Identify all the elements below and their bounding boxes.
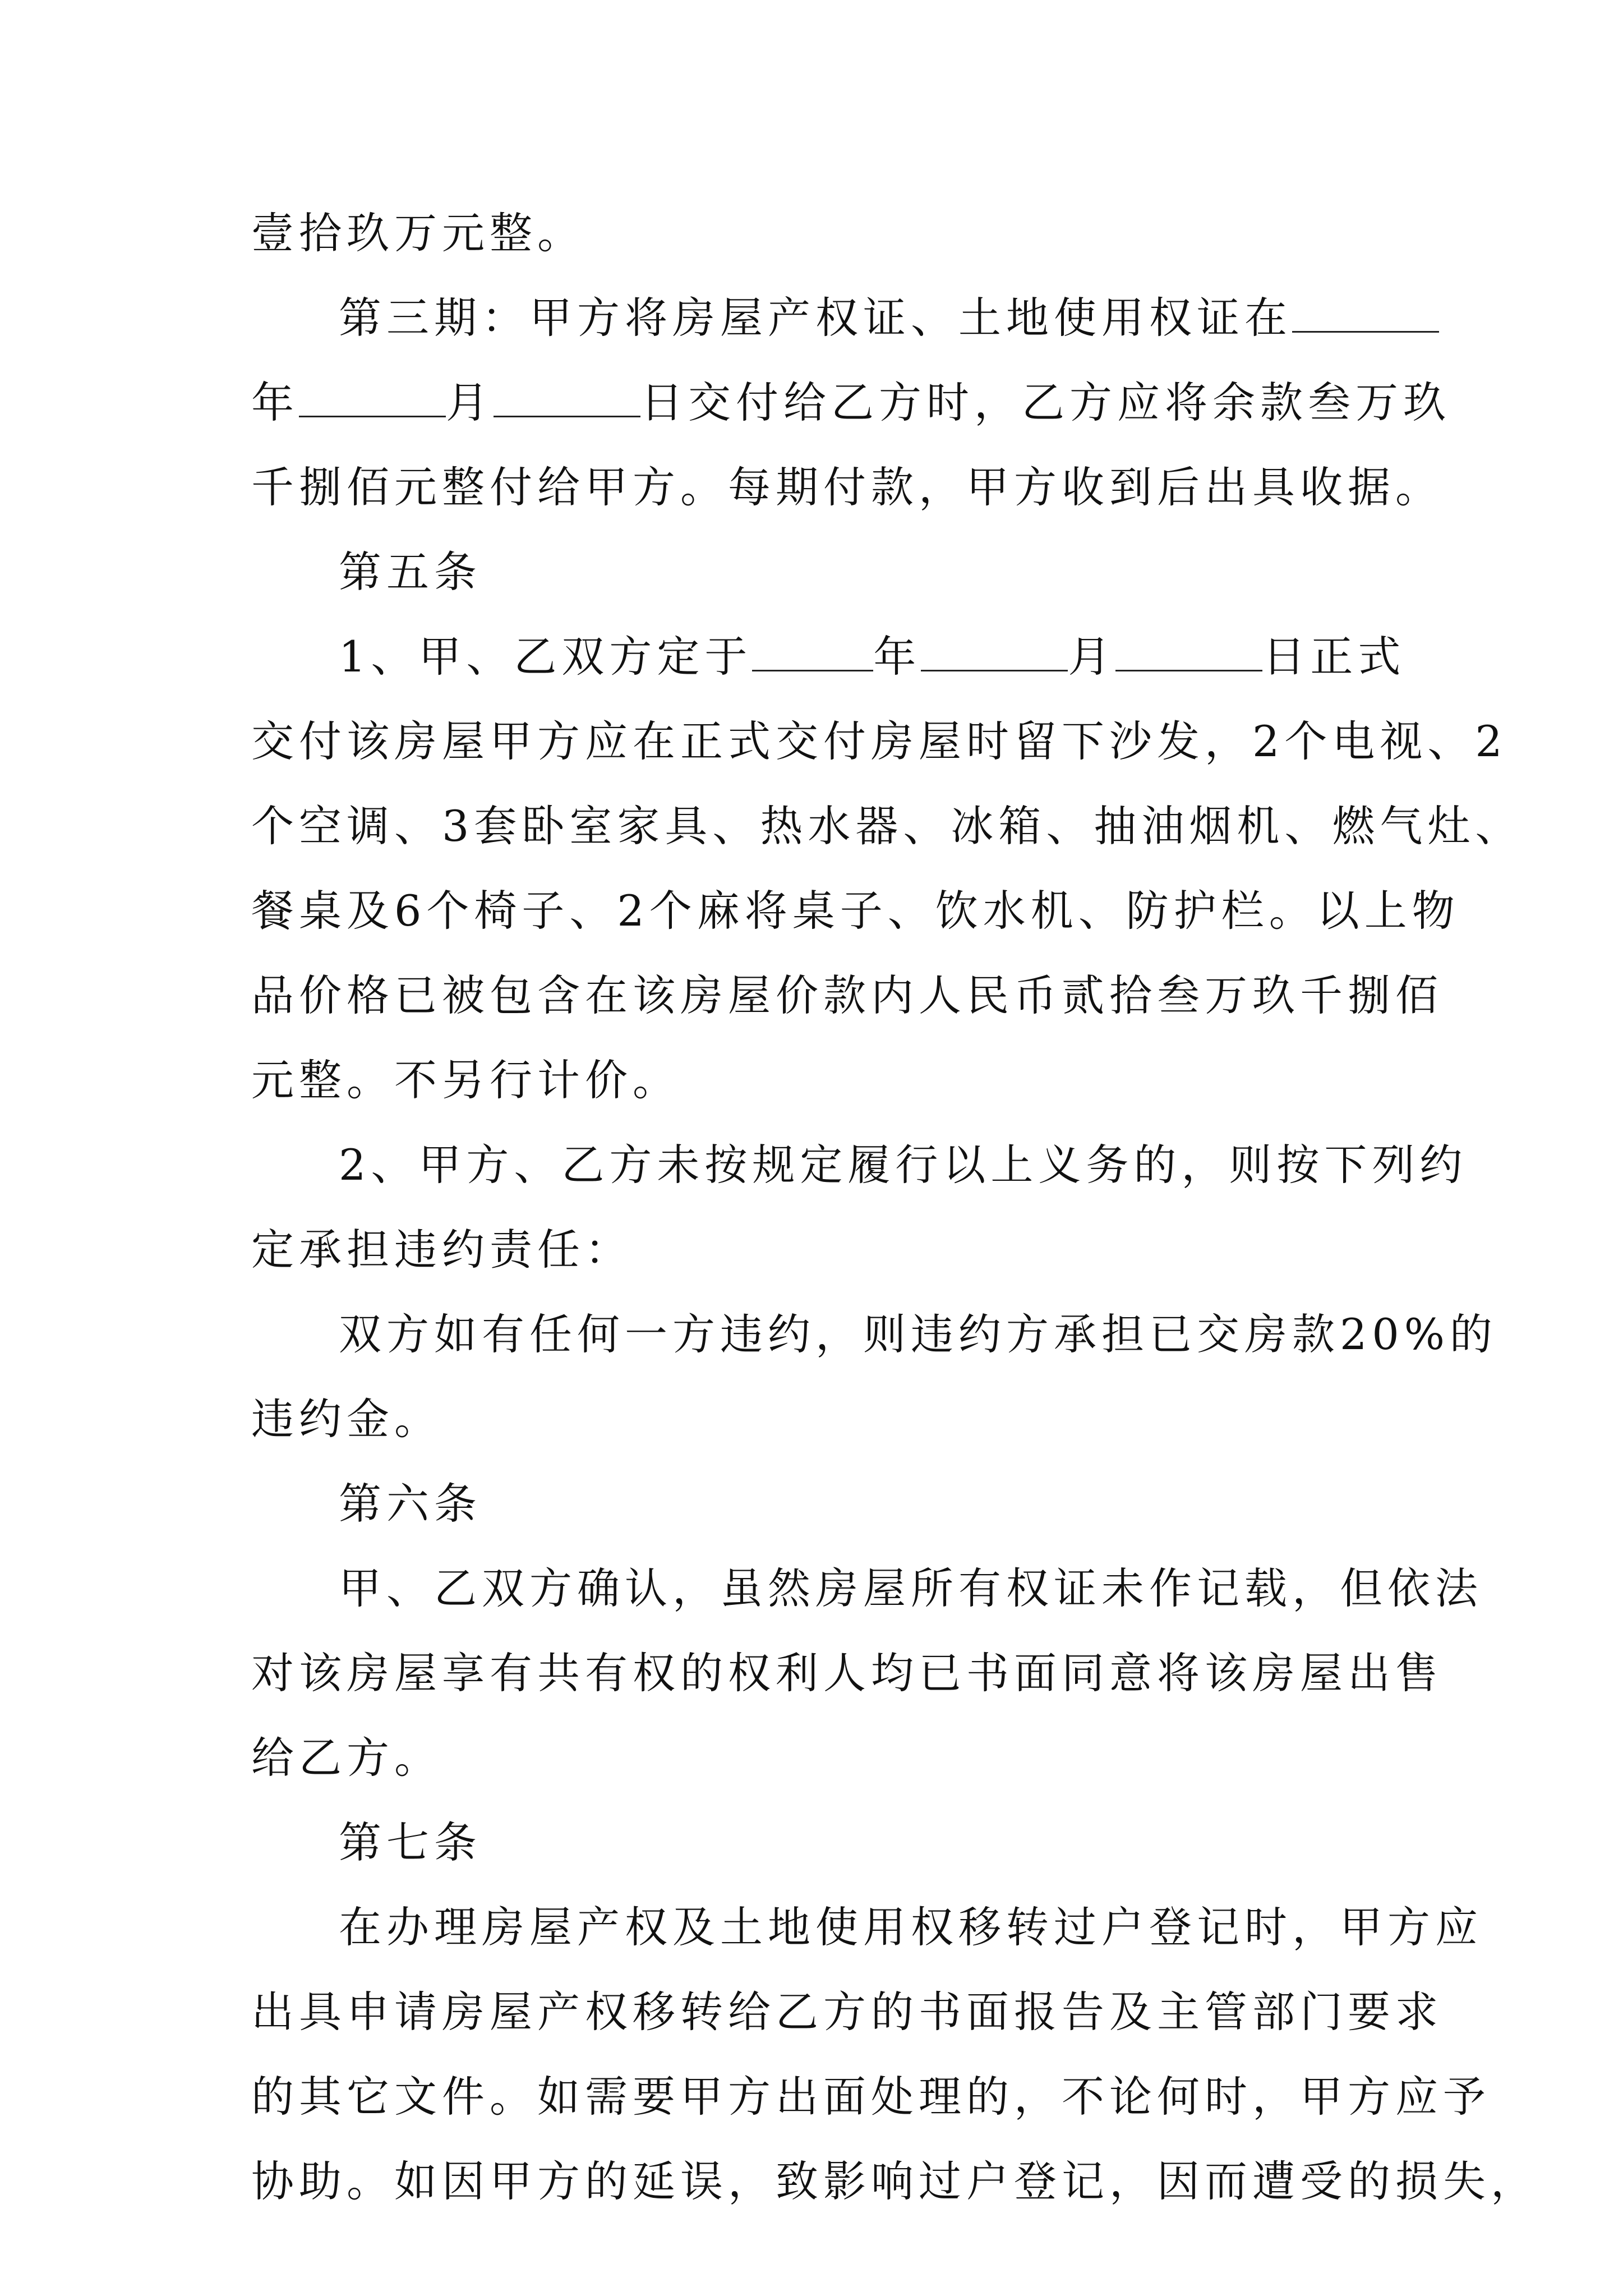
paragraph-line: 的其它文件。如需要甲方出面处理的，不论何时，甲方应予 <box>251 2072 1491 2122</box>
line-text: 年 <box>873 632 921 682</box>
paragraph-line: 交付该房屋甲方应在正式交付房屋时留下沙发，2个电视、2 <box>251 716 1507 766</box>
line-text: 1、甲、乙双方定于 <box>339 632 753 682</box>
paragraph-line: 双方如有任何一方违约，则违约方承担已交房款20%的 <box>339 1309 1497 1359</box>
fill-in-blank <box>1292 292 1439 333</box>
paragraph-line: 千捌佰元整付给甲方。每期付款，甲方收到后出具收据。 <box>251 462 1443 512</box>
fill-in-blank <box>1115 631 1262 671</box>
document-body <box>251 191 1538 2224</box>
paragraph-line: 餐桌及6个椅子、2个麻将桌子、饮水机、防护栏。以上物 <box>251 886 1460 936</box>
paragraph-line: 元整。不另行计价。 <box>251 1055 680 1105</box>
paragraph-line: 甲、乙双方确认，虽然房屋所有权证未作记载，但依法 <box>339 1563 1483 1613</box>
line-text: 日正式 <box>1262 632 1406 682</box>
paragraph-line <box>251 275 1395 360</box>
fill-in-blank <box>299 376 446 417</box>
line-text: 月 <box>446 378 494 427</box>
paragraph-line: 品价格已被包含在该房屋价款内人民币贰拾叁万玖千捌佰 <box>251 970 1443 1020</box>
paragraph-line: 个空调、3套卧室家具、热水器、冰箱、抽油烟机、燃气灶、 <box>251 801 1523 851</box>
paragraph-line: 在办理房屋产权及土地使用权移转过户登记时，甲方应 <box>339 1902 1483 1952</box>
fill-in-blank <box>921 631 1068 671</box>
section-heading: 第六条 <box>339 1479 482 1529</box>
paragraph-line: 给乙方。 <box>251 1733 442 1783</box>
line-text: 年 <box>251 378 299 427</box>
paragraph-line <box>251 614 1406 699</box>
line-text: 第三期：甲方将房屋产权证、土地使用权证在 <box>339 293 1292 343</box>
line-text: 月 <box>1068 632 1116 682</box>
paragraph-line: 对该房屋享有共有权的权利人均已书面同意将该房屋出售 <box>251 1648 1443 1698</box>
section-heading: 第七条 <box>339 1818 482 1867</box>
line-text: 日交付给乙方时，乙方应将余款叁万玖 <box>640 378 1451 427</box>
paragraph-line: 出具申请房屋产权移转给乙方的书面报告及主管部门要求 <box>251 1987 1443 2037</box>
paragraph-line: 违约金。 <box>251 1394 442 1444</box>
fill-in-blank <box>494 376 640 417</box>
fill-in-blank <box>752 631 873 671</box>
paragraph-line <box>251 360 1451 445</box>
paragraph-line: 定承担违约责任： <box>251 1225 633 1274</box>
section-heading: 第五条 <box>339 547 482 597</box>
paragraph-line: 2、甲方、乙方未按规定履行以上义务的，则按下列约 <box>339 1140 1468 1190</box>
paragraph-line: 壹拾玖万元整。 <box>251 208 585 258</box>
paragraph-line: 协助。如因甲方的延误，致影响过户登记，因而遭受的损失， <box>251 2156 1538 2206</box>
